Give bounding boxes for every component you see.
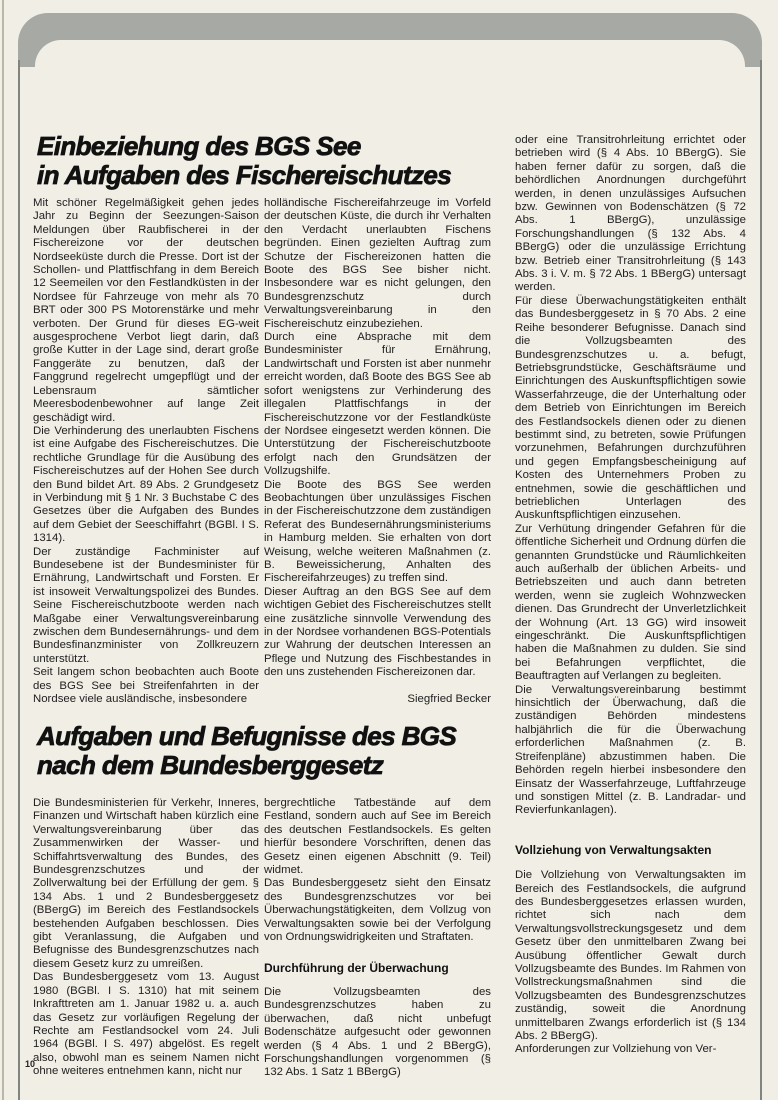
article1-title-line1: Einbeziehung des BGS See [37, 131, 361, 161]
paragraph: Die Vollzugsbeamten des Bundesgrenzschutzes haben zu überwachen, daß nicht unbefugt Bodenschätze aufgesucht oder gewonnen werden (§ 4 Abs. 1 und 2 BBergG), Forschungshandlungen vorgenommen (§ 132 Abs. 1 Satz 1 BBergG) [264, 985, 491, 1079]
page-top-band-inner [35, 40, 745, 74]
paragraph: Durch eine Absprache mit dem Bundesminister für Ernährung, Landwirtschaft und Forsten ist aber nunmehr erreicht worden, daß Boote des BGS See ab sofort wenigstens zur Verhinderung des illegalen Plattfischfangs in der Fischereischutzzone vor der Festlandküste der Nordsee eingesetzt werden können. Die Unterstützung der Fischereischutzboote erfolgt nach den Grundsätzen der Vollzugshilfe. [264, 331, 491, 478]
paragraph: Die Vollziehung von Verwaltungsakten im Bereich des Festlandsockels, die aufgrund des Bundesberggesetzes erlassen wurden, richtet sich nach dem Verwaltungsvollstreckungsgesetz und dem Gesetz über den unmittelbaren Zwang bei Ausübung öffentlicher Gewalt durch Vollzugsbeamte des Bundes. Im Rahmen von Vollstreckungsmaßnahmen sind die Vollzugsbeamten des Bundesgrenzschutzes zuständig, soweit die Anordnung unmittelbaren Zwangs erforderlich ist (§ 134 Abs. 2 BBergG). [515, 869, 746, 1042]
right-frame-rule [760, 60, 762, 1100]
subhead-durchfuehrung-der-ueberwachung: Durchführung der Überwachung [264, 961, 449, 976]
article1-author-signature: Siegfried Becker [407, 692, 491, 705]
article2-title-line2: nach dem Bundesberggesetz [37, 749, 384, 780]
article2-column2 [264, 797, 491, 1080]
paragraph: holländische Fischereifahrzeuge im Vorfeld der deutschen Küste, die durch ihr Verhalten den Verdacht unerlaubten Fischens begründen. Einen gezielten Auftrag zum Schutze der Fischereizonen hatten die Boote des BGS See bisher nicht. Insbesondere war es nicht gelungen, den Bundesgrenzschutz durch Verwaltungsvereinbarung in den Fischereischutz einzubeziehen. [264, 197, 491, 330]
paragraph: Die Verwaltungsvereinbarung bestimmt hinsichtlich der Überwachung, daß die zuständigen Behörden mindestens halbjährlich die für die Überwachung erforderlichen Maßnahmen (z. B. Streifenpläne) abzustimmen haben. Die Behörden regeln hierbei insbesondere den Einsatz der Wasserfahrzeuge, Luftfahrzeuge und sonstigen Mittel (z. B. Landradar- und Revierfunkanlagen). [515, 683, 746, 817]
paragraph: Seit langem schon beobachten auch Boote des BGS See bei Streifenfahrten in der Nordsee viele ausländische, insbesondere [33, 666, 259, 706]
paragraph: Das Bundesberggesetz vom 13. August 1980 (BGBl. I S. 1310) hat mit seinem Inkrafttreten am 1. Januar 1982 u. a. auch das Gesetz zur vorläufigen Regelung der Rechte am Festlandsockel vom 24. Juli 1964 (BGBl. I S. 497) abgelöst. Es regelt also, obwohl man es seinem Namen nicht ohne weiteres entnehmen kann, nicht nur [33, 971, 259, 1078]
article2-title-line1: Aufgaben und Befugnisse des BGS [37, 721, 457, 751]
article1-title-line2: in Aufgaben des Fischereischutzes [37, 159, 452, 190]
article1-column2 [264, 197, 491, 706]
paragraph: Die Verhinderung des unerlaubten Fischens ist eine Aufgabe des Fischereischutzes. Die rechtliche Grundlage für die Ausübung des Fischereischutzes auf der Hohen See durch den Bund bildet Art. 89 Abs. 2 Grundgesetz in Verbindung mit § 1 Nr. 3 Buchstabe C des Gesetzes über die Aufgaben des Bundes auf dem Gebiet der Seeschiffahrt (BGBl. I S. 1314). [33, 424, 259, 545]
paragraph: Dieser Auftrag an den BGS See auf dem wichtigen Gebiet des Fischereischutzes stellt eine zusätzliche sinnvolle Verwendung des in der Nordsee vorhandenen BGS-Potentials zur Wahrung der deutschen Interessen an Pflege und Nutzung des Fischbestandes in den uns zustehenden Fischereizonen dar. [264, 585, 491, 679]
subhead-vollziehung-von-verwaltungsakten: Vollziehung von Verwaltungsakten [515, 842, 712, 857]
paragraph: Das Bundesberggesetz sieht den Einsatz des Bundesgrenzschutzes vor bei Überwachungstätigkeiten, dem Vollzug von Verwaltungsakten sowie bei der Verfolgung von Ordnungswidrigkeiten und Straftaten. [264, 877, 491, 944]
paragraph: Mit schöner Regelmäßigkeit gehen jedes Jahr zu Beginn der Seezungen-Saison Meldungen über Raubfischerei in der Fischereizone vor der deutschen Nordseeküste durch die Presse. Dort ist der Schollen- und Plattfischfang in dem Bereich 12 Seemeilen vor den Festlandküsten in der Nordsee für Fahrzeuge von mehr als 70 BRT oder 300 PS Motorenstärke und mehr verboten. Der Grund für dieses EG-weit ausgesprochene Verbot liegt darin, daß große Kutter in der Lage sind, derart große Fanggeräte zu benutzen, daß der Fanggrund regelrecht umgepflügt und der Lebensraum sämtlicher Meeresbodenbewohner auf lange Zeit geschädigt wird. [33, 197, 259, 424]
paragraph: Anforderungen zur Vollziehung von Ver- [515, 1043, 717, 1056]
paragraph: bergrechtliche Tatbestände auf dem Festland, sondern auch auf See im Bereich des deutschen Festlandsockels. Es gelten hierfür besondere Vorschriften, denen das Gesetz einen eigenen Abschnitt (9. Teil) widmet. [264, 797, 491, 877]
article1-column1 [33, 197, 259, 706]
article2-column1 [33, 797, 259, 1079]
paragraph: Für diese Überwachungstätigkeiten enthält das Bundesberggesetz in § 70 Abs. 2 eine Reihe besonderer Befugnisse. Danach sind die Vollzugsbeamten des Bundesgrenzschutzes u. a. befugt, Betriebsgrundstücke, Geschäftsräume und Einrichtungen des Auskunftspflichtigen sowie Wasserfahrzeuge, die der Unterhaltung oder dem Betrieb von Einrichtungen im Bereich des Festlandsockels dienen oder zu dienen bestimmt sind, zu betreten, sowie Prüfungen vorzunehmen, Befahrungen durchzuführen und gegen Empfangsbescheinigung auf Kosten des Unternehmers Proben zu entnehmen, sowie die geschäftlichen und betrieblichen Unterlagen des Auskunftspflichtigen einzusehen. [515, 294, 746, 522]
scan-edge-line [2, 0, 4, 1100]
paragraph: Der zuständige Fachminister auf Bundesebene ist der Bundesminister für Ernährung, Landwirtschaft und Forsten. Er ist insoweit Verwaltungspolizei des Bundes. Seine Fischereischutzboote werden nach Maßgabe einer Verwaltungsvereinbarung zwischen dem Bundesernährungs- und dem Bundesfinanzminister von Zollkreuzern unterstützt. [33, 545, 259, 665]
page-number: 10 [25, 1059, 36, 1069]
paragraph: Die Boote des BGS See werden Beobachtungen über unzulässiges Fischen in der Fischereischutzzone dem zuständigen Referat des Bundesernährungsministeriums in Hamburg melden. Sie erhalten von dort Weisung, welche weiteren Maßnahmen (z. B. Beweissicherung, Anhalten des Fischereifahrzeuges) zu treffen sind. [264, 478, 491, 585]
paragraph: Die Bundesministerien für Verkehr, Inneres, Finanzen und Wirtschaft haben kürzlich eine Verwaltungsvereinbarung über das Zusammenwirken der Wasser- und Schiffahrtsverwaltung des Bundes, des Bundesgrenzschutzes und der Zollverwaltung bei der Erfüllung der gem. § 134 Abs. 1 und 2 Bundesberggesetz (BBergG) im Bereich des Festlandsockels bestehenden Aufgaben beschlossen. Dies gibt Veranlassung, die Aufgaben und Befugnisse des Bundesgrenzschutzes nach diesem Gesetz kurz zu umreißen. [33, 797, 259, 970]
left-frame-rule [18, 60, 20, 1100]
right-continuation-column [515, 134, 746, 1057]
article1-title [37, 132, 497, 189]
paragraph: Zur Verhütung dringender Gefahren für die öffentliche Sicherheit und Ordnung dürfen die genannten Grundstücke und Räumlichkeiten auch außerhalb der üblichen Arbeits- und Betriebszeiten und auch dann betreten werden, wenn sie zugleich Wohnzwecken dienen. Das Grundrecht der Unverletzlichkeit der Wohnung (Art. 13 GG) wird insoweit eingeschränkt. Die Auskunftspflichtigen haben die Maßnahmen zu dulden. Sie sind bei Befahrungen verpflichtet, die Beauftragten auf Verlangen zu begleiten. [515, 522, 746, 683]
paragraph: oder eine Transitrohrleitung errichtet oder betrieben wird (§ 4 Abs. 10 BBergG). Sie haben ferner dafür zu sorgen, daß die behördlichen Anordnungen durchgeführt werden, in denen unzulässiges Aufsuchen bzw. Gewinnen von Bodenschätzen (§ 72 Abs. 1 BBergG), unzulässige Forschungshandlungen (§ 132 Abs. 4 BBergG) oder die unzulässige Errichtung bzw. Betrieb einer Transitrohrleitung (§ 143 Abs. 3 i. V. m. § 72 Abs. 1 BBergG) untersagt werden. [515, 134, 746, 294]
article2-title [37, 722, 507, 779]
